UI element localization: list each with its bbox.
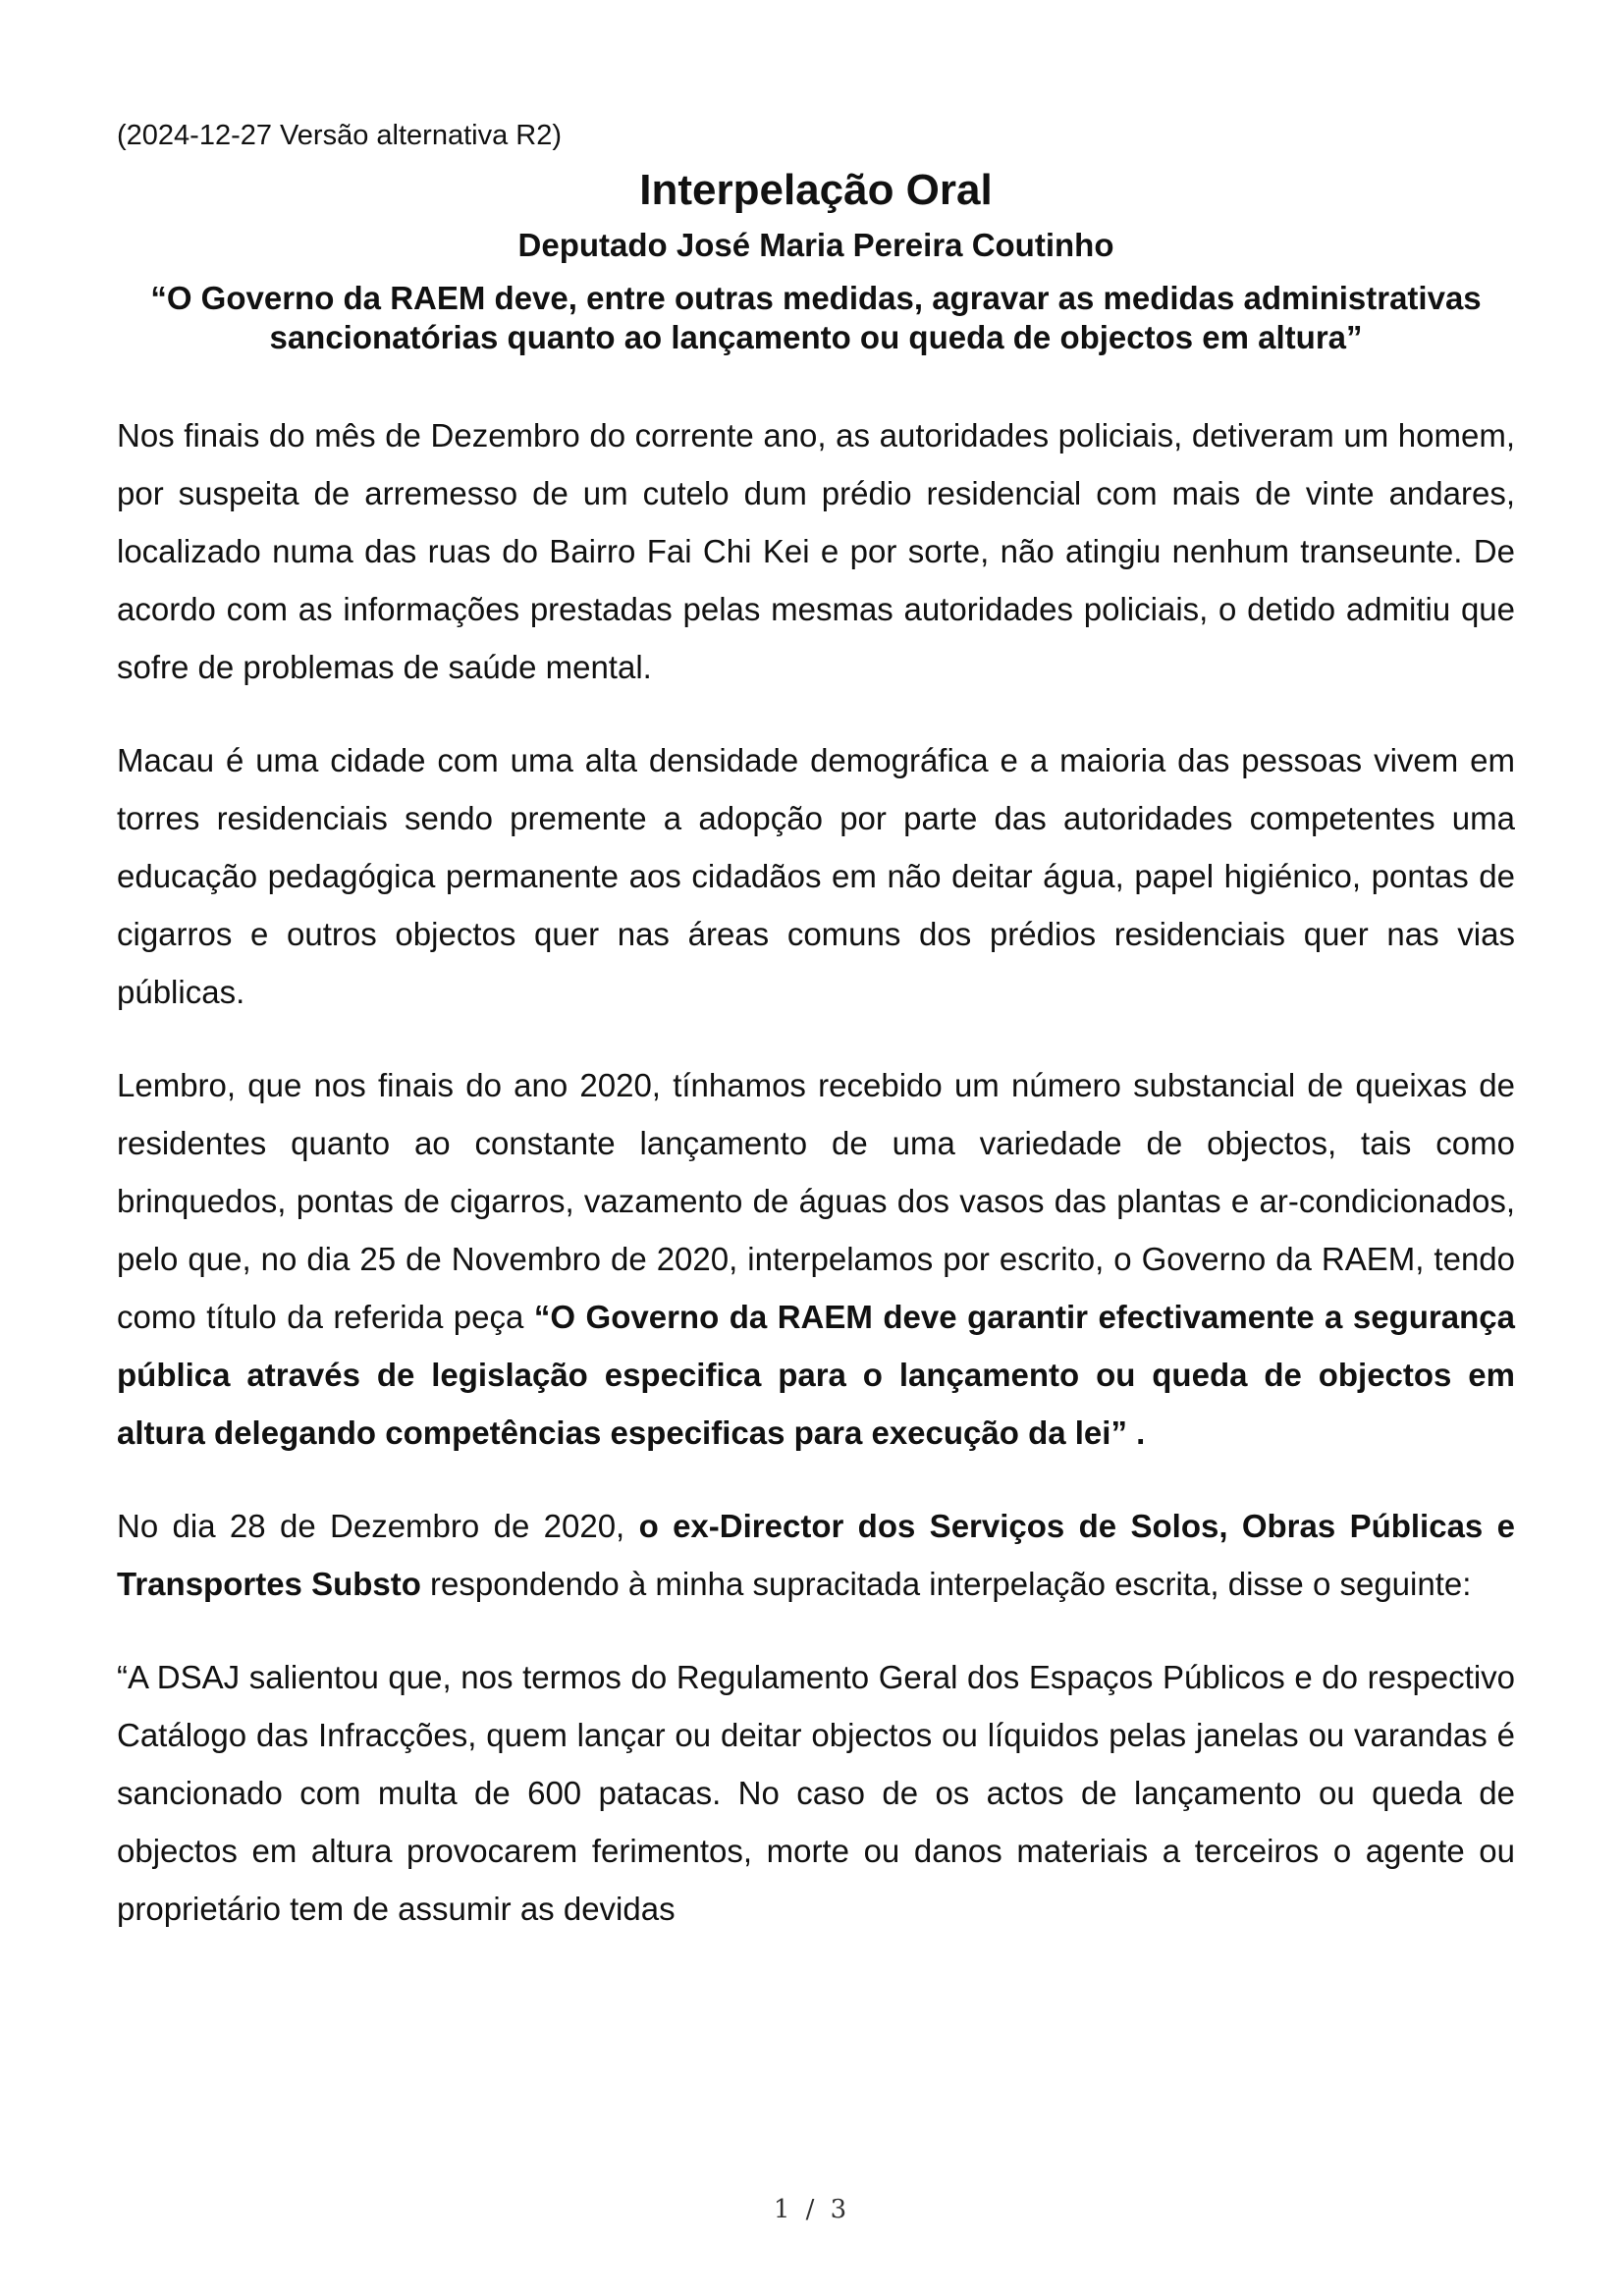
document-title: Interpelação Oral <box>639 166 993 214</box>
document-page <box>117 118 1515 1973</box>
paragraph-4-official: o ex-Director dos Serviços de Solos, Obras Públicas e Transportes Substo <box>117 1508 1515 1602</box>
version-note: (2024-12-27 Versão alternativa R2) <box>117 120 562 151</box>
author-line: Deputado José Maria Pereira Coutinho <box>517 227 1114 263</box>
paragraph-4-end: respondendo à minha supracitada interpelação escrita, disse o seguinte: <box>420 1566 1472 1602</box>
paragraph-2: Macau é uma cidade com uma alta densidade demográfica e a maioria das pessoas vivem em torres residenciais sendo premente a adopção por parte das autoridades competentes uma educação pedagógica permanente aos cidadãos em não deitar água, papel higiénico, pontas de cigarros e outros objectos quer nas áreas comuns dos prédios residenciais quer nas vias públicas. <box>117 742 1515 1010</box>
subject-heading: “O Governo da RAEM deve, entre outras medidas, agravar as medidas administrativas sancionatórias quanto ao lançamento ou queda de objectos em altura” <box>150 280 1482 355</box>
paragraph-4-start: No dia 28 de Dezembro de 2020, <box>117 1508 639 1544</box>
page-number: 1 / 3 <box>773 2195 851 2224</box>
paragraph-5: “A DSAJ salientou que, nos termos do Regulamento Geral dos Espaços Públicos e do respectivo Catálogo das Infracções, quem lançar ou deitar objectos ou líquidos pelas janelas ou varandas é sancionado com multa de 600 patacas. No caso de os actos de lançamento ou queda de objectos em altura provocarem ferimentos, morte ou danos materiais a terceiros o agente ou proprietário tem de assumir as devidas <box>117 1659 1515 1927</box>
paragraph-3-quoted-title: “O Governo da RAEM deve garantir efectivamente a segurança pública através de legislação especifica para o lançamento ou queda de objectos em altura delegando competências especificas para execução da lei” . <box>117 1299 1515 1451</box>
paragraph-4 <box>117 1497 1515 1613</box>
paragraph-3 <box>117 1056 1515 1462</box>
paragraph-3-text: Lembro, que nos finais do ano 2020, tínhamos recebido um número substancial de queixas de residentes quanto ao constante lançamento de uma variedade de objectos, tais como brinquedos, pontas de cigarros, vazamento de águas dos vasos das plantas e ar-condicionados, pelo que, no dia 25 de Novembro de 2020, interpelamos por escrito, o Governo da RAEM, tendo como título da referida peça <box>117 1067 1515 1335</box>
paragraph-1: Nos finais do mês de Dezembro do corrente ano, as autoridades policiais, detiveram um homem, por suspeita de arremesso de um cutelo dum prédio residencial com mais de vinte andares, localizado numa das ruas do Bairro Fai Chi Kei e por sorte, não atingiu nenhum transeunte. De acordo com as informações prestadas pelas mesmas autoridades policiais, o detido admitiu que sofre de problemas de saúde mental. <box>117 417 1515 685</box>
